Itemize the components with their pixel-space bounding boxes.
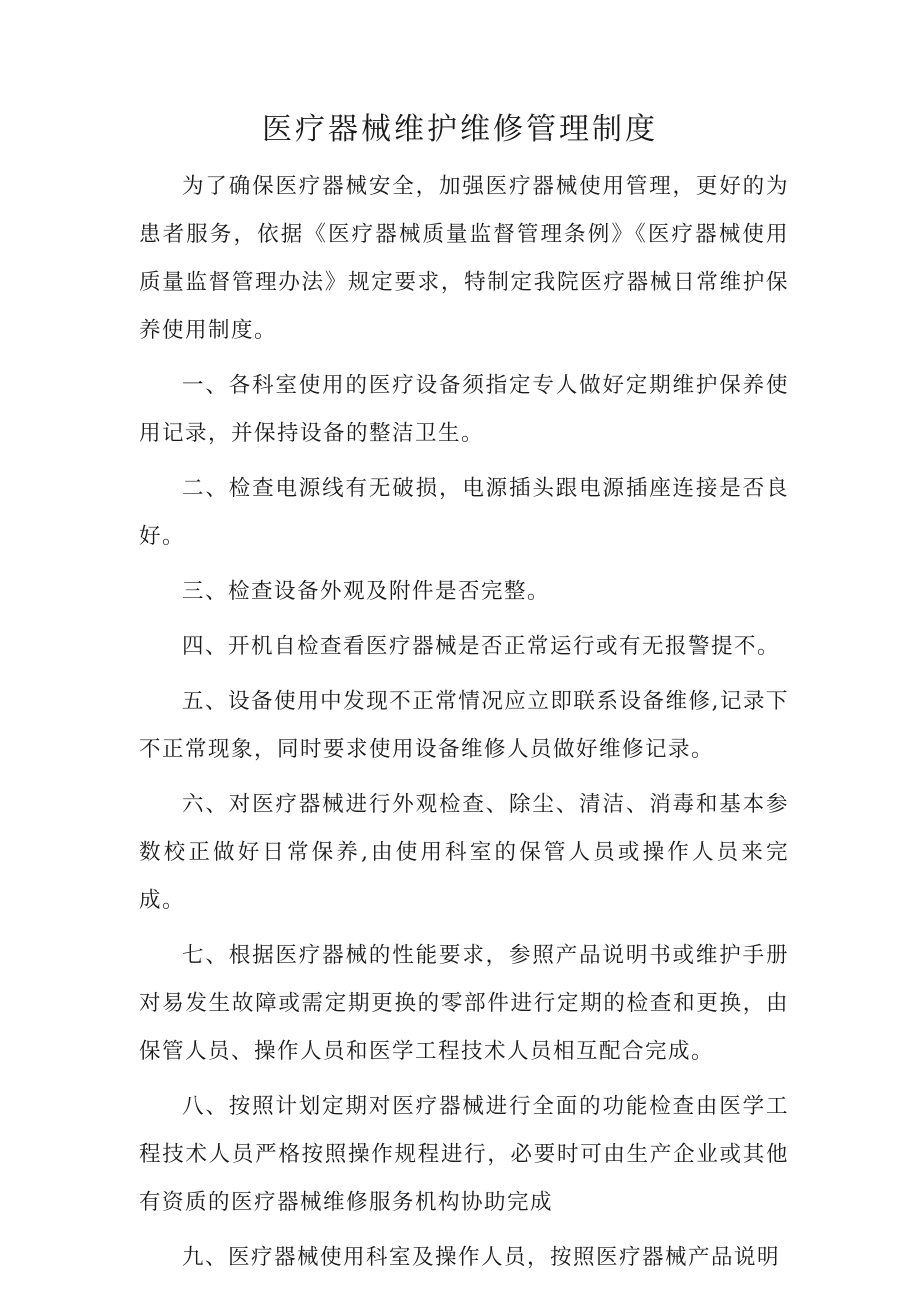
document-title: 医疗器械维护维修管理制度	[262, 112, 658, 147]
paragraph-intro: 为了确保医疗器械安全，加强医疗器械使用管理，更好的为患者服务，依据《医疗器械质量监督管理条例》《医疗器械使用质量监督管理办法》规定要求，特制定我院医疗器械日常维护保养使用制度。	[139, 174, 789, 343]
document-body	[139, 163, 789, 1289]
paragraph-rule-2: 二、检查电源线有无破损，电源插头跟电源插座连接是否良好。	[139, 476, 789, 549]
paragraph-rule-9: 九、医疗器械使用科室及操作人员，按照医疗器械产品说明	[182, 1245, 781, 1270]
paragraph-rule-6: 六、对医疗器械进行外观检查、除尘、清洁、消毒和基本参数校正做好日常保养,由使用科室的保管人员或操作人员来完成。	[139, 792, 789, 913]
paragraph-rule-1: 一、各科室使用的医疗设备须指定专人做好定期维护保养使用记录，并保持设备的整洁卫生。	[139, 373, 789, 446]
paragraph-rule-8: 八、按照计划定期对医疗器械进行全面的功能检查由医学工程技术人员严格按照操作规程进行，必要时可由生产企业或其他有资质的医疗器械维修服务机构协助完成	[139, 1094, 789, 1215]
paragraph-rule-4: 四、开机自检查看医疗器械是否正常运行或有无报警提不。	[182, 634, 781, 659]
paragraph-rule-5: 五、设备使用中发现不正常情况应立即联系设备维修,记录下不正常现象，同时要求使用设备维修人员做好维修记录。	[139, 689, 789, 762]
paragraph-rule-7: 七、根据医疗器械的性能要求，参照产品说明书或维护手册对易发生故障或需定期更换的零部件进行定期的检查和更换，由保管人员、操作人员和医学工程技术人员相互配合完成。	[139, 943, 789, 1064]
paragraph-rule-3: 三、检查设备外观及附件是否完整。	[182, 579, 551, 604]
